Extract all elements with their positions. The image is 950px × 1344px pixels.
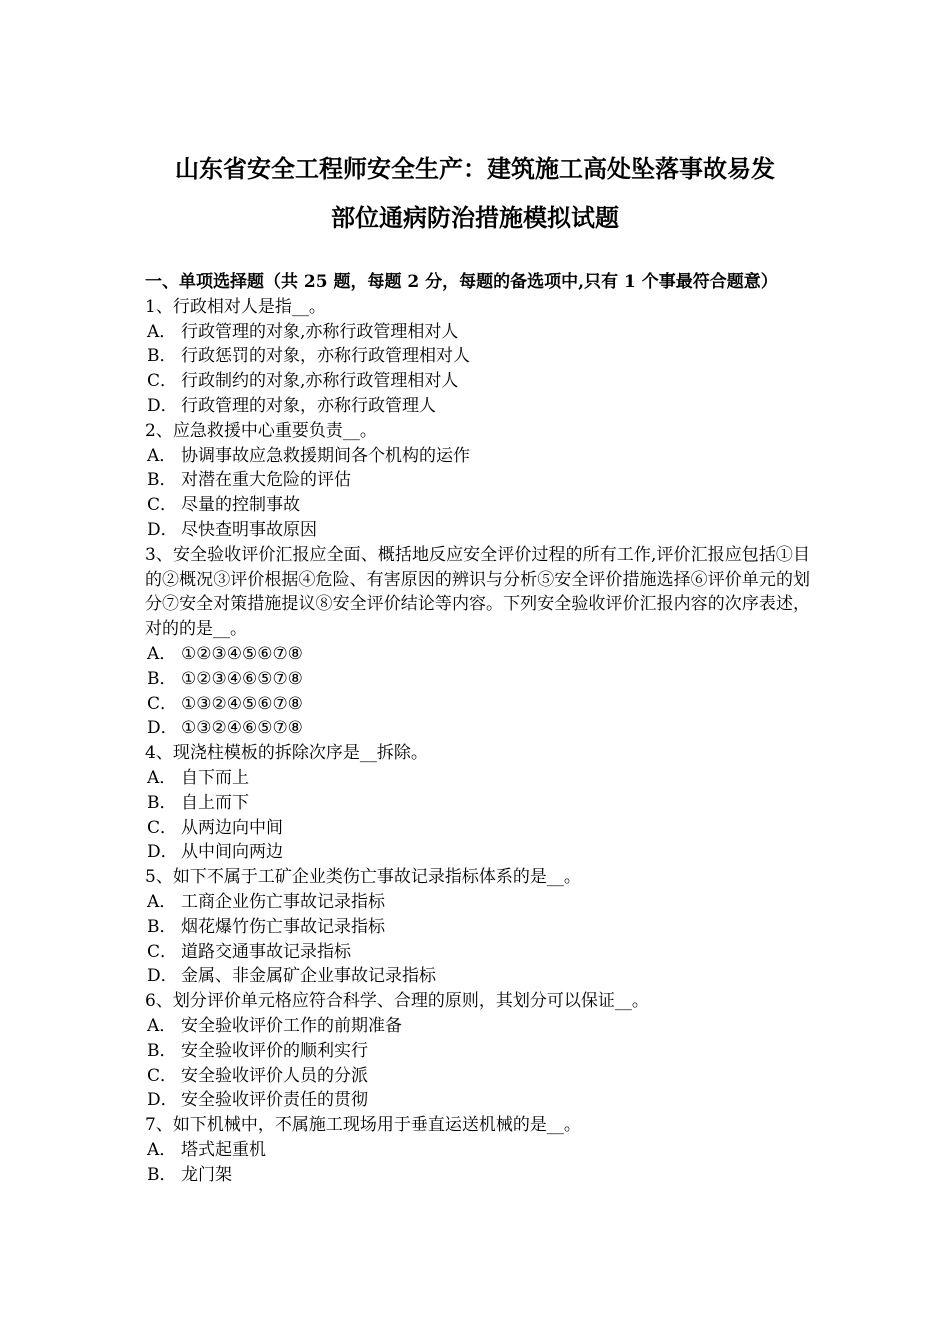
option-a <box>145 642 810 667</box>
option-text: 自下而上 <box>181 767 249 788</box>
option-letter: B． <box>147 470 177 491</box>
option-letter: D． <box>147 395 178 416</box>
option-text: ①②③④⑤⑥⑦⑧ <box>181 643 303 664</box>
option-text: 对潜在重大危险的评估 <box>181 470 351 491</box>
document-title-line-2: 部位通病防治措施模拟试题 <box>331 203 619 232</box>
option-letter: A． <box>147 1139 177 1160</box>
question-4 <box>145 741 810 865</box>
option-text: 尽量的控制事故 <box>181 495 300 516</box>
option-letter: D． <box>147 1090 178 1111</box>
option-c <box>145 1064 810 1089</box>
option-a <box>145 320 810 345</box>
option-text: 行政惩罚的对象，亦称行政管理相对人 <box>181 346 470 367</box>
option-c <box>145 816 810 841</box>
question-stem: 4、现浇柱模板的拆除次序是__拆除。 <box>145 743 428 764</box>
option-text: 烟花爆竹伤亡事故记录指标 <box>181 916 385 937</box>
question-2 <box>145 419 810 543</box>
option-text: 自上而下 <box>181 792 249 813</box>
option-letter: C． <box>147 1065 178 1086</box>
option-letter: D． <box>147 842 178 863</box>
option-letter: D． <box>147 718 178 739</box>
option-letter: A． <box>147 321 177 342</box>
option-text: 行政制约的对象,亦称行政管理相对人 <box>181 371 459 392</box>
option-text: 安全验收评价的顺利实行 <box>181 1040 368 1061</box>
option-d <box>145 716 810 741</box>
option-letter: D． <box>147 519 178 540</box>
question-1 <box>145 295 810 419</box>
question-stem: 5、如下不属于工矿企业类伤亡事故记录指标体系的是__。 <box>145 867 581 888</box>
question-7 <box>145 1113 810 1187</box>
option-c <box>145 369 810 394</box>
option-letter: C． <box>147 693 178 714</box>
option-letter: D． <box>147 966 178 987</box>
option-text: 行政管理的对象,亦称行政管理相对人 <box>181 321 459 342</box>
option-letter: B． <box>147 346 177 367</box>
option-letter: B． <box>147 668 177 689</box>
option-d <box>145 394 810 419</box>
option-b <box>145 1163 810 1188</box>
option-b <box>145 791 810 816</box>
option-letter: B． <box>147 1040 177 1061</box>
option-c <box>145 493 810 518</box>
option-b <box>145 1039 810 1064</box>
option-text: 协调事故应急救援期间各个机构的运作 <box>181 445 470 466</box>
option-b <box>145 915 810 940</box>
option-text: 行政管理的对象，亦称行政管理人 <box>181 395 436 416</box>
option-c <box>145 940 810 965</box>
document-body <box>145 270 810 1187</box>
option-text: 尽快查明事故原因 <box>181 519 317 540</box>
option-letter: A． <box>147 891 177 912</box>
option-letter: A． <box>147 767 177 788</box>
question-stem: 1、行政相对人是指__。 <box>145 296 326 317</box>
option-b <box>145 344 810 369</box>
option-text: 塔式起重机 <box>181 1139 266 1160</box>
option-text: 道路交通事故记录指标 <box>181 941 351 962</box>
option-letter: C． <box>147 371 178 392</box>
option-a <box>145 890 810 915</box>
option-text: ①②③④⑥⑤⑦⑧ <box>181 668 303 689</box>
option-text: 工商企业伤亡事故记录指标 <box>181 891 385 912</box>
option-a <box>145 766 810 791</box>
option-text: 从中间向两边 <box>181 842 283 863</box>
option-letter: B． <box>147 1164 177 1185</box>
option-a <box>145 444 810 469</box>
option-d <box>145 964 810 989</box>
question-stem: 6、划分评价单元格应符合科学、合理的原则，其划分可以保证__。 <box>145 991 649 1012</box>
option-letter: C． <box>147 941 178 962</box>
question-6 <box>145 989 810 1113</box>
option-b <box>145 667 810 692</box>
option-b <box>145 468 810 493</box>
section-heading: 一、单项选择题（共 25 题，每题 2 分，每题的备选项中,只有 1 个事最符合题意） <box>145 272 778 292</box>
question-5 <box>145 865 810 989</box>
option-letter: C． <box>147 817 178 838</box>
option-c <box>145 692 810 717</box>
option-letter: B． <box>147 792 177 813</box>
question-3 <box>145 543 810 741</box>
option-letter: A． <box>147 445 177 466</box>
option-letter: A． <box>147 643 177 664</box>
option-a <box>145 1138 810 1163</box>
option-d <box>145 1088 810 1113</box>
document-title-line-1: 山东省安全工程师安全生产：建筑施工高处坠落事故易发 <box>175 154 775 183</box>
option-letter: A． <box>147 1015 177 1036</box>
option-d <box>145 518 810 543</box>
option-letter: B． <box>147 916 177 937</box>
option-text: 安全验收评价责任的贯彻 <box>181 1090 368 1111</box>
option-text: ①③②④⑤⑥⑦⑧ <box>181 693 303 714</box>
option-text: ①③②④⑥⑤⑦⑧ <box>181 718 303 739</box>
question-stem: 7、如下机械中，不属施工现场用于垂直运送机械的是__。 <box>145 1115 581 1136</box>
option-text: 龙门架 <box>181 1164 232 1185</box>
option-d <box>145 840 810 865</box>
option-text: 安全验收评价工作的前期准备 <box>181 1015 402 1036</box>
option-text: 金属、非金属矿企业事故记录指标 <box>181 966 436 987</box>
option-letter: C． <box>147 495 178 516</box>
option-text: 安全验收评价人员的分派 <box>181 1065 368 1086</box>
question-stem: 2、应急救援中心重要负责__。 <box>145 420 377 441</box>
question-stem: 3、安全验收评价汇报应全面、概括地反应安全评价过程的所有工作,评价汇报应包括①目的②概况③评价根据④危险、有害原因的辨识与分析⑤安全评价措施选择⑥评价单元的划分⑦安全对策措施提议⑧安全评价结论等内容。下列安全验收评价汇报内容的次序表述，对的的是__。 <box>145 544 810 640</box>
option-a <box>145 1014 810 1039</box>
option-text: 从两边向中间 <box>181 817 283 838</box>
